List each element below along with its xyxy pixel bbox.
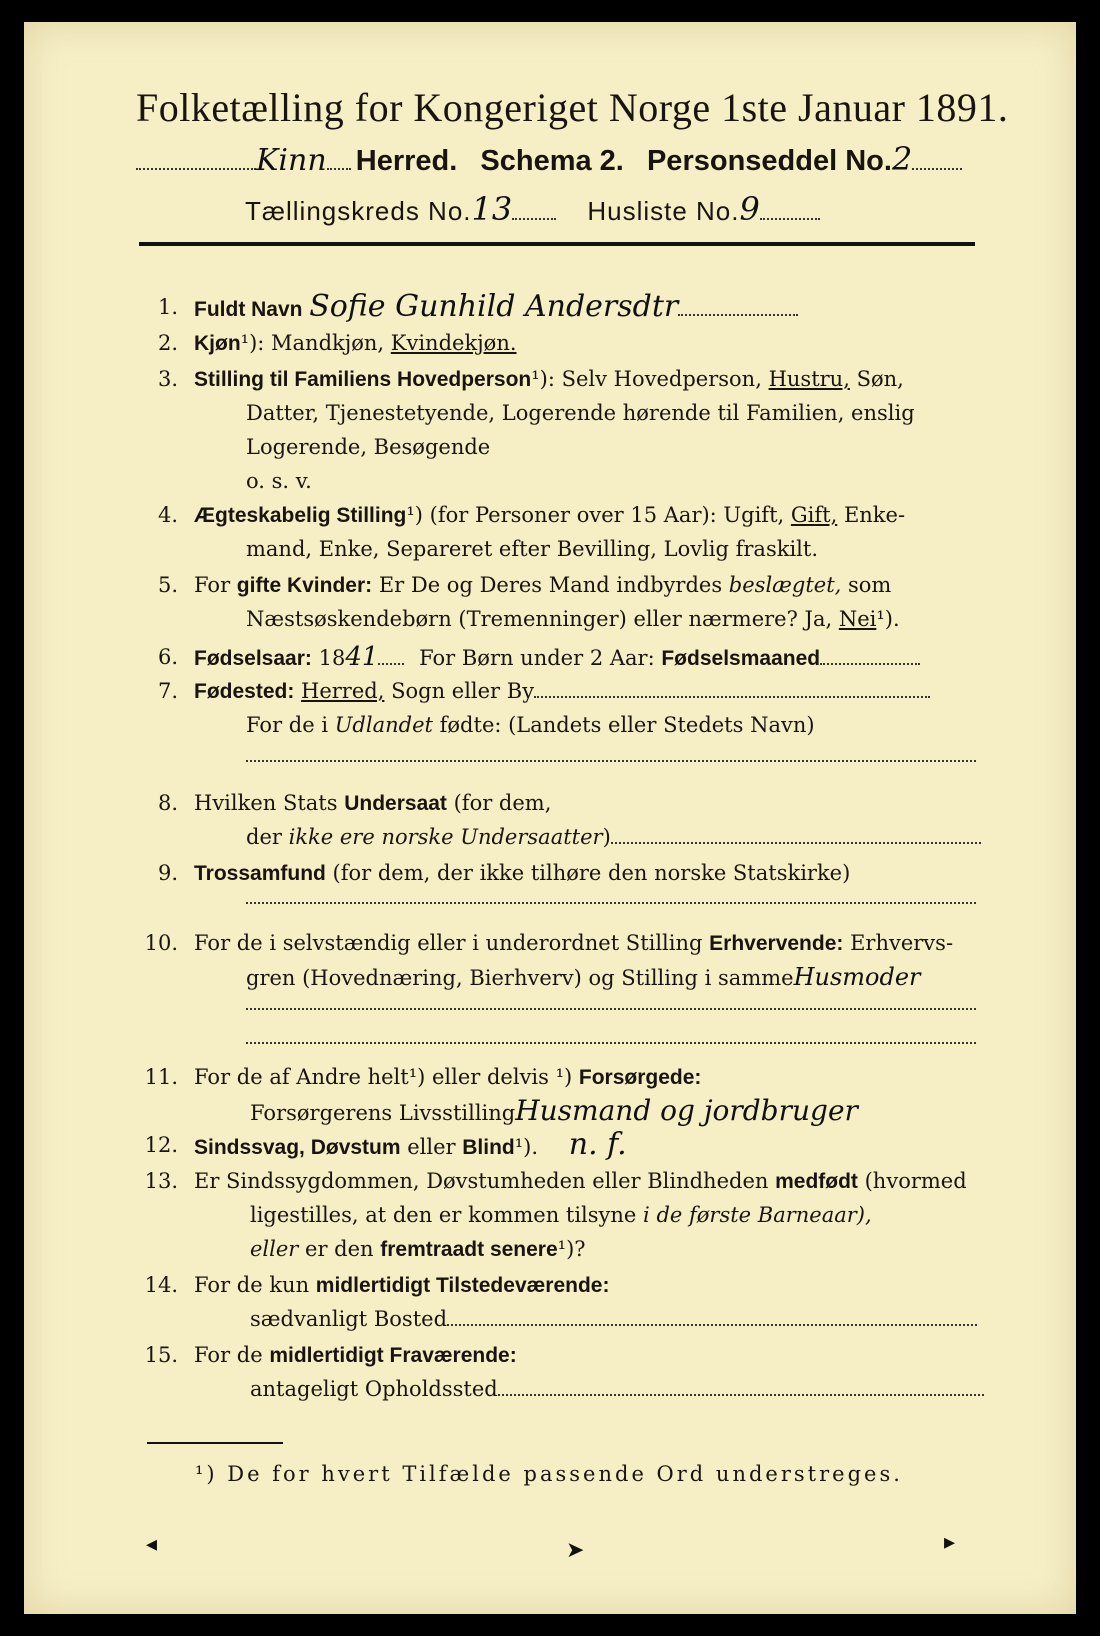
- q1-row: [138, 290, 798, 327]
- q5-text-b: Er De og Deres Mand indbyrdes: [378, 573, 723, 597]
- q4-choice: Gift,: [790, 503, 838, 527]
- q10-text-b: Erhvervs-: [850, 931, 954, 955]
- q13-line3-emphasis: eller: [250, 1237, 299, 1261]
- q8-label: Undersaat: [344, 792, 447, 815]
- footnote: ¹) De for hvert Tilfælde passende Ord understreges.: [195, 1462, 903, 1486]
- q6-text-b: For Børn under 2 Aar:: [419, 646, 655, 670]
- q12-label2: Blind: [462, 1136, 515, 1159]
- q13-text-a: Er Sindssygdommen, Døvstumheden eller Blindheden: [194, 1169, 769, 1193]
- q13-line2a: ligestilles, at den er kommen tilsyne: [250, 1203, 637, 1227]
- q13-text-b: (hvormed: [864, 1169, 967, 1193]
- q8-line2a: der: [246, 825, 282, 849]
- q13-row: [138, 1164, 967, 1199]
- q6-value: 41: [345, 642, 379, 672]
- q8-text-b: (for dem,: [453, 791, 552, 815]
- q10-label: Erhvervende:: [709, 932, 844, 955]
- kreds-value: 13: [471, 190, 513, 228]
- q3-line4: o. s. v.: [246, 469, 312, 493]
- q7-number: 7.: [157, 679, 178, 703]
- q2-choice: Kvindekjøn.: [390, 331, 517, 355]
- q11-line2: Forsørgerens Livsstilling: [250, 1101, 516, 1125]
- q4-line2: mand, Enke, Separeret efter Bevilling, Lovlig fraskilt.: [246, 537, 819, 561]
- q7-text-b: Sogn eller By: [391, 679, 535, 703]
- q15-text-a: For de: [194, 1343, 263, 1367]
- q15-line2-row: [250, 1372, 984, 1406]
- q3-label: Stilling til Familiens Hovedperson: [194, 368, 532, 391]
- q5-choice: Nei: [838, 607, 877, 631]
- q13-line2-emphasis: i de første Barneaar),: [643, 1203, 872, 1227]
- q13-line3-end: ¹)?: [557, 1237, 586, 1261]
- q14-number: 14.: [144, 1273, 178, 1297]
- footnote-rule: [147, 1442, 283, 1444]
- herred-row: [136, 140, 962, 178]
- q3-text-a: ¹): Selv Hovedperson,: [531, 367, 762, 391]
- q9-label: Trossamfund: [194, 862, 326, 885]
- q8-line2-emphasis: ikke ere norske Undersaatter: [288, 825, 603, 849]
- q12-value: n. f.: [568, 1127, 627, 1162]
- q6-prefix: 18: [318, 646, 346, 670]
- herred-label: Herred.: [355, 145, 458, 177]
- q12-row: [138, 1128, 627, 1165]
- form-title: Folketælling for Kongeriget Norge 1ste Januar 1891.: [136, 85, 1009, 130]
- q7-choice: Herred,: [301, 679, 385, 703]
- q5-text-c: som: [848, 573, 892, 597]
- husliste-value: 9: [739, 190, 760, 228]
- q11-text-a: For de af Andre helt: [194, 1065, 409, 1089]
- q13-line2-row: [250, 1198, 872, 1232]
- q12-number: 12.: [144, 1133, 178, 1157]
- q2-label: Kjøn: [194, 332, 241, 355]
- q5-line2: Næstsøskendebørn (Tremenninger) eller nærmere? Ja,: [246, 607, 833, 631]
- q11-number: 11.: [144, 1065, 178, 1089]
- q8-line2-row: der ikke ere norske Undersaatter): [246, 820, 981, 854]
- herred-value: Kinn: [256, 143, 327, 178]
- q10-line2-row: [246, 960, 921, 995]
- q4-text-b: Enke-: [843, 503, 906, 527]
- q13-line3-label: fremtraadt senere: [380, 1238, 558, 1261]
- q5-text-a: For: [194, 573, 231, 597]
- q1-number: 1.: [157, 295, 178, 319]
- q15-row: [138, 1338, 517, 1373]
- q3-choice: Hustru,: [768, 367, 850, 391]
- q15-number: 15.: [144, 1343, 178, 1367]
- q7-row: [138, 674, 930, 709]
- q5-row: [138, 568, 891, 603]
- q4-number: 4.: [157, 503, 178, 527]
- q6-label2: Fødselsmaaned: [661, 647, 821, 670]
- q3-line3: Logerende, Besøgende: [246, 435, 491, 459]
- q11-line2-row: [250, 1094, 858, 1130]
- q3-number: 3.: [157, 367, 178, 391]
- q7-line2b: fødte: (Landets eller Stedets Navn): [439, 713, 815, 737]
- q13-number: 13.: [144, 1169, 178, 1193]
- q3-row: [138, 362, 904, 397]
- q6-row: [138, 640, 920, 676]
- q9-row: [138, 856, 850, 891]
- q7-blank-line: [246, 760, 976, 762]
- kreds-row: [245, 190, 820, 228]
- q12-text-b: eller: [407, 1135, 456, 1159]
- q8-text-a: Hvilken Stats: [194, 791, 338, 815]
- q12-label: Sindssvag, Døvstum: [194, 1136, 401, 1159]
- q5-end: ¹).: [876, 607, 900, 631]
- q13-label: medfødt: [775, 1170, 858, 1193]
- q13-line3a: er den: [305, 1237, 374, 1261]
- q15-label: midlertidigt Fraværende:: [269, 1344, 517, 1367]
- q7-label: Fødested:: [194, 680, 295, 703]
- q14-label: midlertidigt Tilstedeværende:: [315, 1274, 610, 1297]
- q3-line2: Datter, Tjenestetyende, Logerende hørende til Familien, enslig: [246, 401, 915, 425]
- q8-row: [138, 786, 551, 821]
- schema-label: Schema 2.: [480, 145, 624, 177]
- q7-line2a: For de i: [246, 713, 329, 737]
- q11-value: Husmand og jordbruger: [515, 1094, 858, 1127]
- q10-blank-line-2: [246, 1042, 976, 1044]
- q4-row: [138, 498, 905, 533]
- q8-number: 8.: [157, 791, 178, 815]
- kreds-label: Tællingskreds No.: [245, 196, 472, 226]
- q10-value: Husmoder: [793, 963, 921, 991]
- q7-line2-emphasis: Udlandet: [334, 713, 433, 737]
- q2-number: 2.: [157, 331, 178, 355]
- q10-text-a: For de i selvstændig eller i underordnet Stilling: [194, 931, 703, 955]
- q11-row: [138, 1060, 701, 1095]
- q5-label: gifte Kvinder:: [236, 574, 373, 597]
- q6-label: Fødselsaar:: [194, 647, 312, 670]
- q13-line3-row: [250, 1232, 586, 1267]
- center-arrow-mark-icon: ➤: [566, 1538, 585, 1563]
- q10-blank-line-1: [246, 1008, 976, 1010]
- q14-text-a: For de kun: [194, 1273, 310, 1297]
- q15-line2: antageligt Opholdssted: [250, 1377, 498, 1401]
- husliste-label: Husliste No.: [587, 196, 740, 226]
- q14-line2: sædvanligt Bosted: [250, 1307, 448, 1331]
- personseddel-label: Personseddel No.: [646, 145, 892, 177]
- left-arrow-mark-icon: ◂: [146, 1532, 158, 1557]
- q5-number: 5.: [157, 573, 178, 597]
- q14-line2-row: [250, 1302, 977, 1336]
- right-arrow-mark-icon: ▸: [944, 1530, 956, 1555]
- q1-value: Sofie Gunhild Andersdtr: [309, 289, 679, 324]
- q4-text-a: ¹) (for Personer over 15 Aar): Ugift,: [406, 503, 785, 527]
- q12-end: ¹).: [514, 1135, 539, 1159]
- q10-row: [138, 926, 953, 961]
- q2-note: ¹): Mandkjøn,: [240, 331, 385, 355]
- q9-blank-line: [246, 902, 976, 904]
- q11-label: Forsørgede:: [578, 1066, 702, 1089]
- q9-number: 9.: [157, 861, 178, 885]
- q10-number: 10.: [144, 931, 178, 955]
- q4-label: Ægteskabelig Stilling: [194, 504, 407, 527]
- q3-text-b: Søn,: [856, 367, 904, 391]
- q7-line2-row: [246, 708, 815, 742]
- q5-emphasis: beslægtet,: [728, 573, 842, 597]
- header-divider: [139, 242, 975, 246]
- q2-row: [138, 326, 517, 361]
- q9-text-b: (for dem, der ikke tilhøre den norske Statskirke): [332, 861, 851, 885]
- q1-label: Fuldt Navn: [194, 298, 303, 321]
- q10-line2: gren (Hovednæring, Bierhverv) og Stilling i samme: [246, 966, 794, 990]
- q6-number: 6.: [157, 645, 178, 669]
- q14-row: [138, 1268, 609, 1303]
- personseddel-value: 2: [891, 140, 913, 178]
- q5-line2-row: [246, 602, 900, 636]
- q11-text-b: ¹) eller delvis ¹): [408, 1065, 573, 1089]
